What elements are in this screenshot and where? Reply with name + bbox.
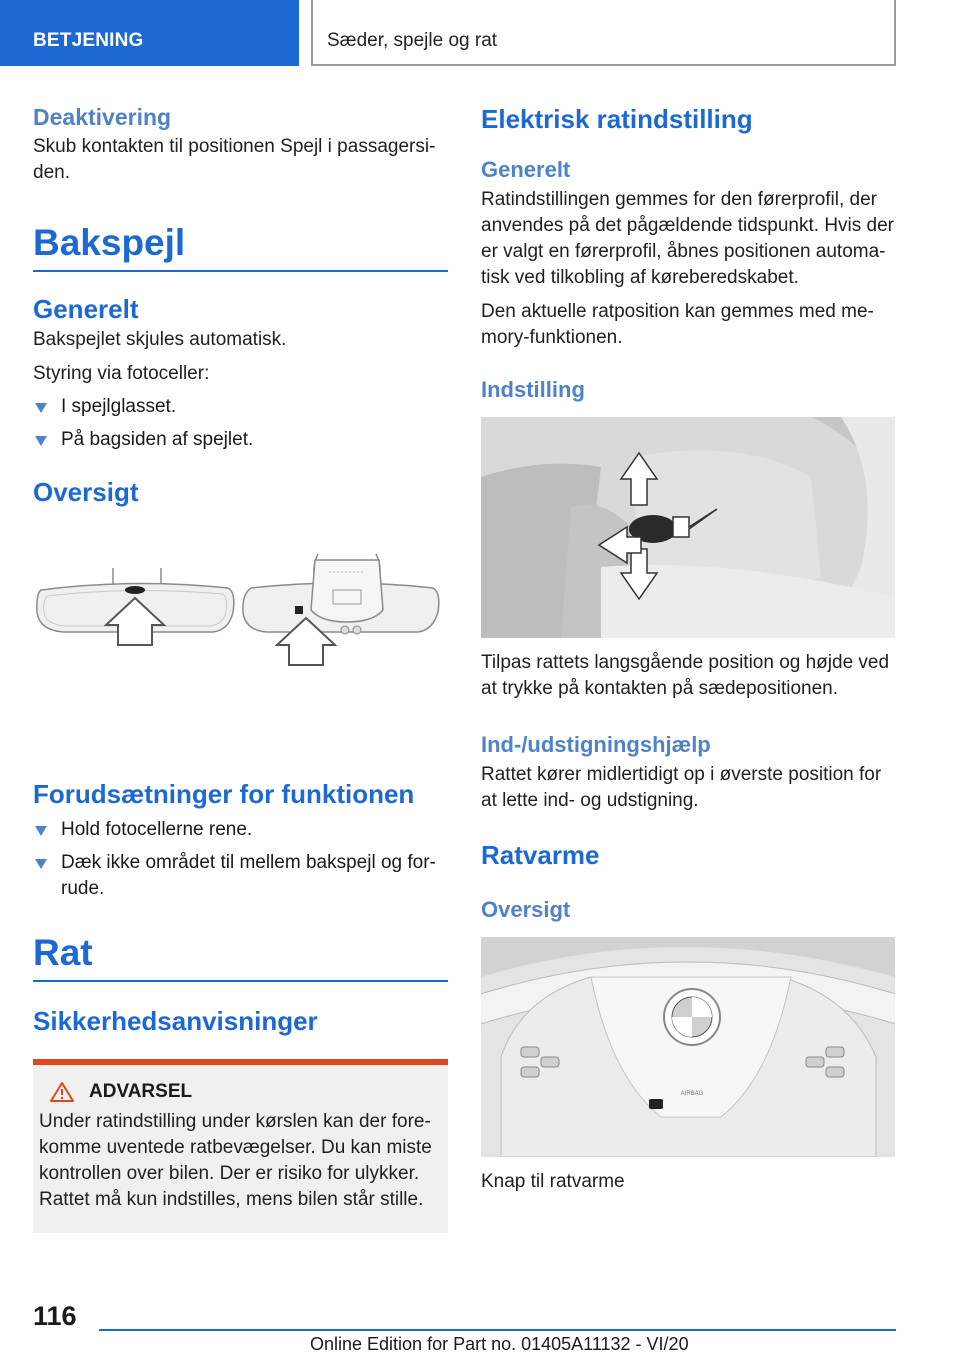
footer-divider — [99, 1329, 896, 1331]
warning-label: ADVARSEL — [89, 1081, 193, 1102]
indstilling-heading: Indstilling — [481, 377, 585, 402]
page-header — [0, 0, 960, 66]
airbag-label: AIRBAG — [680, 1091, 704, 1097]
bakspejl-heading: Bakspejl — [33, 222, 448, 272]
section-tab — [0, 0, 299, 66]
ratvarme-heading: Ratvarme — [481, 840, 600, 870]
deaktivering-text: Skub kontakten til positionen Spejl i passagersiden. — [33, 136, 436, 183]
generelt-text: Bakspejlet skjules automatisk. — [33, 329, 287, 350]
hjaelp-heading: Ind-/udstigningshjælp — [481, 732, 711, 757]
edition-text: Online Edition for Part no. 01405A11132 - VI/20 — [310, 1334, 689, 1354]
ratvarme-caption: Knap til ratvarme — [481, 1171, 625, 1192]
warning-text: Under ratindstilling under kørslen kan der forekomme uventede ratbevægelser. Du kan miste kontrollen over bilen. Der er risiko for ulykker. Rattet må kun indstilles, mens bilen står stille. — [39, 1111, 432, 1210]
generelt-text-right: Ratindstillingen gemmes for den førerprofil, der anvendes på det pågældende tidspunkt. Hvis der er valgt en førerprofil, åbnes positionen automatisk ved tilkobling af køreberedskabet. — [481, 189, 894, 288]
generelt-list — [33, 394, 448, 453]
warning-box — [33, 1059, 448, 1233]
list-item: På bagsiden af spejlet. — [33, 427, 448, 453]
list-item: Dæk ikke området til mellem bakspejl og forrude. — [33, 850, 448, 902]
left-column — [33, 96, 448, 1233]
list-item: I spejlglasset. — [33, 394, 448, 420]
generelt-heading: Generelt — [33, 294, 139, 324]
generelt-text-2: Styring via fotoceller: — [33, 363, 210, 384]
triangle-bullet-icon — [35, 403, 47, 413]
triangle-bullet-icon — [35, 436, 47, 446]
chapter-title: Sæder, spejle og rat — [327, 30, 498, 51]
page-number: 116 — [33, 1301, 77, 1331]
generelt-heading-right: Generelt — [481, 157, 571, 182]
list-item: Hold fotocellerne rene. — [33, 817, 448, 843]
forudsaetninger-heading: Forudsætninger for funktionen — [33, 779, 415, 809]
mirror-illustration — [33, 550, 448, 730]
hjaelp-text: Rattet kører midlertidigt op i øverste position for at lette ind- og udstigning. — [481, 764, 882, 811]
warning-title — [39, 1081, 434, 1103]
chapter-title-box — [311, 0, 896, 66]
deaktivering-heading: Deaktivering — [33, 104, 172, 130]
oversigt-heading-right: Oversigt — [481, 897, 571, 922]
rat-heading: Rat — [33, 932, 448, 982]
steering-adjust-photo — [481, 417, 895, 638]
indstilling-caption: Tilpas rattets langsgående position og højde ved at trykke på kontakten på sædepositionen. — [481, 652, 890, 699]
right-column — [481, 96, 896, 1195]
warning-triangle-icon — [49, 1081, 75, 1103]
elektrisk-heading: Elektrisk ratindstilling — [481, 104, 753, 134]
sikkerhed-heading: Sikkerhedsanvisninger — [33, 1006, 318, 1036]
triangle-bullet-icon — [35, 859, 47, 869]
steering-wheel-photo — [481, 937, 895, 1157]
section-label: BETJENING — [33, 30, 144, 51]
generelt-text-right-2: Den aktuelle ratposition kan gemmes med memory-funktionen. — [481, 301, 874, 348]
triangle-bullet-icon — [35, 826, 47, 836]
forudsaetninger-list — [33, 817, 448, 902]
oversigt-heading: Oversigt — [33, 477, 139, 507]
